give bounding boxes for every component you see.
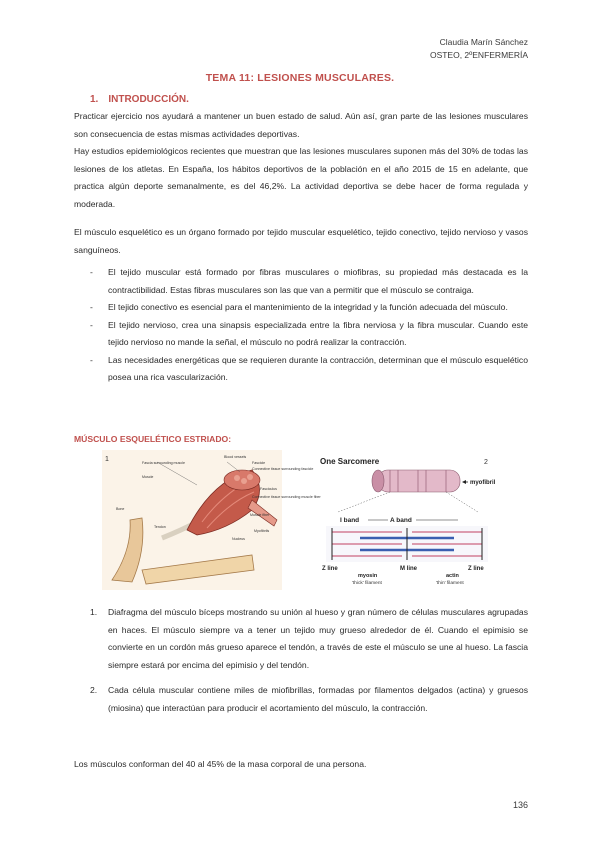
intro-paragraph-3: El músculo esquelético es un órgano formado por tejido muscular esquelético, tejido conectivo, tejido nervioso y vasos sanguíneos. [74, 227, 528, 255]
list-item: - Las necesidades energéticas que se requieren durante la contracción, determinan que el músculo esquelético posea una rica vascularización. [90, 352, 528, 387]
z-line-label: Z line [322, 566, 338, 572]
figure-label: Connective tissue surrounding muscle fiber [252, 495, 321, 499]
item-text: Diafragma del músculo bíceps mostrando su unión al hueso y gran número de células musculares agrupadas en haces. El músculo siempre va a tener un tejido muy grueso alrededor de él. Cuando el epimisio se convierte en un cordón más grueso aparece el tendón, a través de este el músculo se une al hueso. La fascia siempre estará por encima del epimisio y del tendón. [108, 607, 528, 670]
figure-label: Tendon [154, 525, 166, 529]
list-item [90, 604, 528, 674]
figure-label: Muscle fiber [250, 513, 270, 517]
actin-label: actin [446, 573, 459, 579]
page-header [430, 36, 528, 62]
list-item: - El tejido conectivo es esencial para el mantenimiento de la integridad y la función adecuada del músculo. [90, 299, 528, 317]
z-line-label: Z line [468, 566, 484, 572]
myosin-sublabel: 'thick' filament [352, 581, 382, 586]
zoom-line [338, 492, 390, 512]
figure-label: Blood vessels [224, 455, 247, 459]
fiber-cross-section [247, 474, 253, 480]
closing-paragraph: Los músculos conforman del 40 al 45% de la masa corporal de una persona. [74, 759, 367, 769]
myofibril-label: myofibril [470, 480, 496, 486]
figure-label: Nucleus [232, 537, 245, 541]
figure-label: Bone [116, 507, 125, 511]
item-text: Cada célula muscular contiene miles de miofibrillas, formadas por filamentos delgados (actina) y gruesos (miosina) que interactúan para producir el acortamiento del músculo, la contracción. [108, 685, 528, 713]
section-number: 1. [90, 94, 99, 105]
figure-label: Muscle [142, 475, 154, 479]
list-item: - El tejido muscular está formado por fibras musculares o miofibras, su propiedad más destacada es la contractibilidad. Estas fibras musculares son las que van a permitir que el músculo se contraiga. [90, 264, 528, 299]
myofibril-end [372, 470, 384, 492]
figure-label: Fasciculus [260, 487, 277, 491]
a-band-label: A band [390, 517, 412, 524]
course-label: OSTEO, 2ºENFERMERÍA [429, 50, 528, 60]
fiber-cross-section [234, 475, 240, 481]
item-number: 1. [90, 607, 98, 617]
page-number: 136 [512, 800, 528, 810]
fiber-cross-section [241, 478, 247, 484]
figure-1-number: 1 [105, 456, 109, 463]
section-heading [90, 94, 189, 105]
figure-label: Connective tissue surrounding fascicle [252, 467, 314, 471]
arrow-head [462, 480, 466, 484]
intro-paragraph-1: Practicar ejercicio nos ayudará a mantener un buen estado de salud. Aún así, gran parte de las lesiones musculares son consecuencia de estas mismas actividades deportivas. [74, 111, 528, 139]
subheading: MÚSCULO ESQUELÉTICO ESTRIADO: [74, 434, 232, 444]
sarcomere-figure [318, 450, 498, 590]
myosin-label: myosin [358, 573, 378, 579]
item-number: 2. [90, 685, 98, 695]
figure-label: Fascicle [252, 461, 266, 465]
sarcomere-title: One Sarcomere [320, 457, 380, 466]
figure-2-number: 2 [484, 459, 488, 466]
actin-sublabel: 'thin' filament [436, 581, 464, 586]
page-title: TEMA 11: LESIONES MUSCULARES. [205, 72, 395, 84]
tissue-bullet-list [90, 264, 528, 387]
list-item: - El tejido nervioso, crea una sinapsis especializada entre la fibra nerviosa y la fibra muscular. Cuando este tejido nervioso no mande la señal, el músculo no podrá realizar la contracción. [90, 317, 528, 352]
figure-caption-list [90, 604, 528, 717]
m-line-label: M line [400, 566, 418, 572]
section-label: INTRODUCCIÓN. [108, 94, 189, 105]
muscle-anatomy-figure [102, 450, 321, 590]
author-name: Claudia Marín Sánchez [439, 37, 528, 47]
intro-paragraph-2: Hay estudios epidemiológicos recientes que muestran que las lesiones musculares suponen más del 30% de todas las lesiones de los atletas. En España, los hábitos deportivos de la población en el año 2015 de 15 en adelante, que practica algún deporte semanalmente, es del 46,2%. La actividad deportiva se debe hacer de forma regulada y moderada. [74, 146, 528, 209]
figure-label: Fascia surrounding muscle [142, 461, 185, 465]
zoom-line [446, 492, 478, 512]
figure-label: Myofibrils [254, 529, 270, 533]
list-item [90, 682, 528, 717]
i-band-label: I band [340, 517, 360, 524]
